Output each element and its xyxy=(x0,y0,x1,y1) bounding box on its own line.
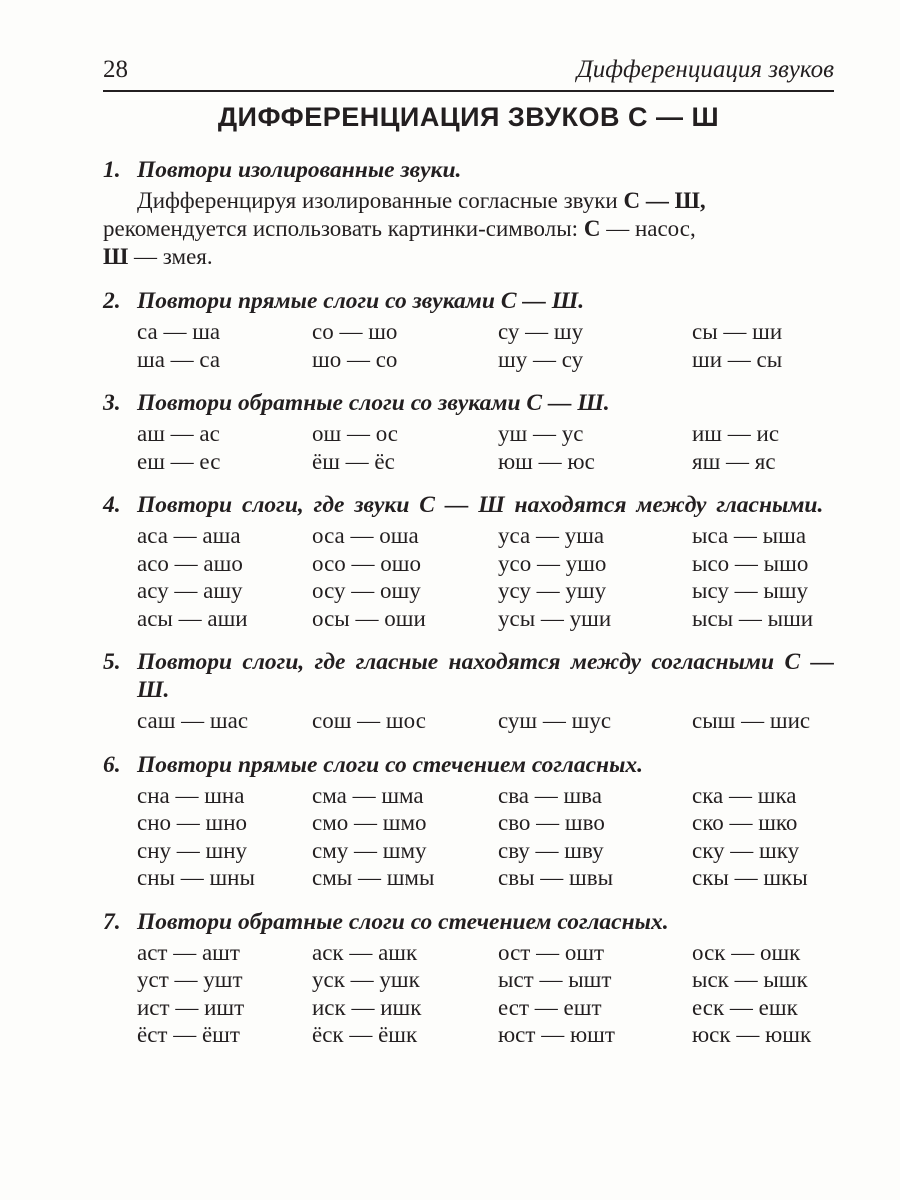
syllable-pair: свы — швы xyxy=(498,865,614,890)
section-2 xyxy=(103,287,834,373)
section-number: 5. xyxy=(103,649,121,675)
syllable-row xyxy=(137,782,834,810)
syllable-pair: шу — су xyxy=(498,346,584,372)
syllable-pair: сно — шно xyxy=(137,810,248,835)
exercise-list xyxy=(103,156,834,1065)
syllable-pair: осо — ошо xyxy=(312,550,421,576)
paragraph-text: Дифференцируя изолированные согласные звуки xyxy=(137,188,624,213)
section-number: 6. xyxy=(103,751,121,778)
syllable-pair: асу — ашу xyxy=(137,578,243,603)
syllable-pair: ысу — ышу xyxy=(692,578,809,603)
syllable-pair: ско — шко xyxy=(692,810,798,835)
syllable-pair: ыск — ышк xyxy=(692,967,808,992)
syllable-row xyxy=(137,420,834,448)
syllable-pair: осу — ошу xyxy=(312,578,421,603)
syllable-pair: юст — юшт xyxy=(498,1022,615,1047)
syllable-pair: сму — шму xyxy=(312,837,427,863)
syllable-pair: са — ша xyxy=(137,319,221,344)
syllable-pair: сву — шву xyxy=(498,837,604,863)
syllable-pair: ост — ошт xyxy=(498,939,605,965)
paragraph-bold-text: С xyxy=(583,216,601,241)
syllable-row xyxy=(137,577,834,605)
syllable-pair: сны — шны xyxy=(137,865,255,890)
section-6 xyxy=(103,751,834,892)
syllable-pair: ысо — ышо xyxy=(692,550,809,576)
syllable-pair: ска — шка xyxy=(692,782,797,808)
syllable-pair: сыш — шис xyxy=(692,708,811,733)
syllable-pair: аск — ашк xyxy=(312,939,418,965)
syllable-pair: асо — ашо xyxy=(137,550,243,576)
syllable-row xyxy=(137,605,834,633)
syllable-row xyxy=(137,522,834,550)
syllable-pair: ыст — ышт xyxy=(498,967,612,992)
syllable-pair: усо — ушо xyxy=(498,550,607,576)
section-heading xyxy=(103,648,834,704)
syllable-pair: сва — шва xyxy=(498,782,602,808)
syllable-pair: сма — шма xyxy=(312,782,424,808)
section-heading xyxy=(103,491,834,519)
running-title: Дифференциация звуков xyxy=(576,56,834,83)
syllable-row xyxy=(137,864,834,892)
syllable-pair: сну — шну xyxy=(137,837,248,863)
syllable-pair: ёш — ёс xyxy=(312,448,395,474)
syllable-row xyxy=(137,707,834,735)
instruction-paragraph xyxy=(103,187,834,271)
section-number: 3. xyxy=(103,390,121,416)
section-heading xyxy=(103,389,834,417)
syllable-pair: уст — ушт xyxy=(137,967,243,992)
section-4 xyxy=(103,491,834,632)
syllable-pair: суш — шус xyxy=(498,708,612,733)
syllable-pair: скы — шкы xyxy=(692,865,808,890)
paragraph-line-1 xyxy=(137,187,834,215)
syllable-pair: ош — ос xyxy=(312,421,398,446)
syllable-grid xyxy=(137,782,834,892)
syllable-pair: сво — шво xyxy=(498,810,605,835)
section-heading xyxy=(103,287,834,315)
syllable-row xyxy=(137,346,834,374)
syllable-pair: иск — ишк xyxy=(312,994,422,1020)
syllable-pair: асы — аши xyxy=(137,605,248,631)
syllable-pair: ши — сы xyxy=(692,346,783,372)
section-number: 4. xyxy=(103,492,121,518)
paragraph-line-3 xyxy=(103,243,834,271)
syllable-pair: со — шо xyxy=(312,319,398,344)
syllable-pair: ску — шку xyxy=(692,837,800,863)
section-heading-text: Повтори прямые слоги со стечением согласных. xyxy=(137,751,643,778)
paragraph-text: — змея. xyxy=(128,244,213,269)
section-heading-text: Повтори слоги, где гласные находятся между согласными С — Ш. xyxy=(137,649,834,703)
syllable-pair: ёст — ёшт xyxy=(137,1022,240,1047)
syllable-pair: яш — яс xyxy=(692,448,776,474)
syllable-pair: уш — ус xyxy=(498,421,584,446)
syllable-pair: осы — оши xyxy=(312,605,426,631)
page-title: ДИФФЕРЕНЦИАЦИЯ ЗВУКОВ С — Ш xyxy=(217,102,720,132)
syllable-pair: уск — ушк xyxy=(312,967,420,992)
section-number: 7. xyxy=(103,908,121,935)
section-5 xyxy=(103,648,834,735)
section-heading-text: Повтори обратные слоги со стечением согласных. xyxy=(137,908,669,935)
syllable-row xyxy=(137,550,834,578)
syllable-pair: ша — са xyxy=(137,346,221,372)
syllable-pair: юск — юшк xyxy=(692,1022,812,1047)
syllable-row xyxy=(137,994,834,1022)
syllable-pair: оск — ошк xyxy=(692,939,801,965)
syllable-pair: оса — оша xyxy=(312,523,419,548)
syllable-row xyxy=(137,809,834,837)
syllable-row xyxy=(137,448,834,476)
section-heading-text: Повтори прямые слоги со звуками С — Ш. xyxy=(137,288,585,314)
syllable-pair: ёск — ёшк xyxy=(312,1022,418,1047)
syllable-pair: ыса — ыша xyxy=(692,523,807,548)
syllable-pair: ест — ешт xyxy=(498,994,602,1020)
syllable-pair: аса — аша xyxy=(137,523,241,548)
page-number: 28 xyxy=(103,56,128,83)
syllable-row xyxy=(137,939,834,967)
syllable-pair: аст — ашт xyxy=(137,939,240,965)
section-heading-text: Повтори слоги, где звуки С — Ш находятся между гласными. xyxy=(137,492,824,518)
section-7 xyxy=(103,908,834,1049)
section-heading xyxy=(103,751,834,779)
syllable-grid xyxy=(137,420,834,475)
syllable-grid xyxy=(137,707,834,735)
paragraph-bold-text: С — Ш, xyxy=(623,188,706,213)
section-3 xyxy=(103,389,834,475)
paragraph-text: — насос, xyxy=(600,216,696,241)
syllable-pair: аш — ас xyxy=(137,421,220,446)
syllable-pair: юш — юс xyxy=(498,448,595,474)
page-header xyxy=(103,52,834,92)
section-heading xyxy=(103,908,834,936)
syllable-pair: сош — шос xyxy=(312,708,426,733)
syllable-row xyxy=(137,1021,834,1049)
syllable-pair: еш — ес xyxy=(137,448,221,474)
syllable-pair: ист — ишт xyxy=(137,994,245,1020)
section-heading-text: Повтори обратные слоги со звуками С — Ш. xyxy=(137,390,610,416)
syllable-pair: усы — уши xyxy=(498,605,612,631)
paragraph-bold-text: Ш xyxy=(103,244,129,269)
syllable-pair: смы — шмы xyxy=(312,865,435,890)
syllable-row xyxy=(137,966,834,994)
syllable-pair: сы — ши xyxy=(692,319,783,344)
syllable-grid xyxy=(137,939,834,1049)
section-number: 1. xyxy=(103,157,121,183)
syllable-grid xyxy=(137,522,834,632)
syllable-pair: шо — со xyxy=(312,346,398,372)
paragraph-line-2 xyxy=(103,215,834,243)
syllable-pair: сна — шна xyxy=(137,782,245,808)
syllable-pair: усу — ушу xyxy=(498,578,607,603)
section-heading xyxy=(103,156,834,184)
section-1 xyxy=(103,156,834,271)
syllable-pair: су — шу xyxy=(498,319,584,344)
section-heading-text: Повтори изолированные звуки. xyxy=(137,157,462,183)
syllable-pair: смо — шмо xyxy=(312,810,427,835)
syllable-row xyxy=(137,318,834,346)
syllable-pair: саш — шас xyxy=(137,708,249,733)
paragraph-text: рекомендуется использовать картинки-символы: xyxy=(103,216,584,241)
syllable-pair: еск — ешк xyxy=(692,994,798,1020)
syllable-pair: уса — уша xyxy=(498,523,605,548)
syllable-grid xyxy=(137,318,834,373)
syllable-pair: иш — ис xyxy=(692,421,780,446)
syllable-pair: ысы — ыши xyxy=(692,605,814,631)
syllable-row xyxy=(137,837,834,865)
section-number: 2. xyxy=(103,288,121,314)
